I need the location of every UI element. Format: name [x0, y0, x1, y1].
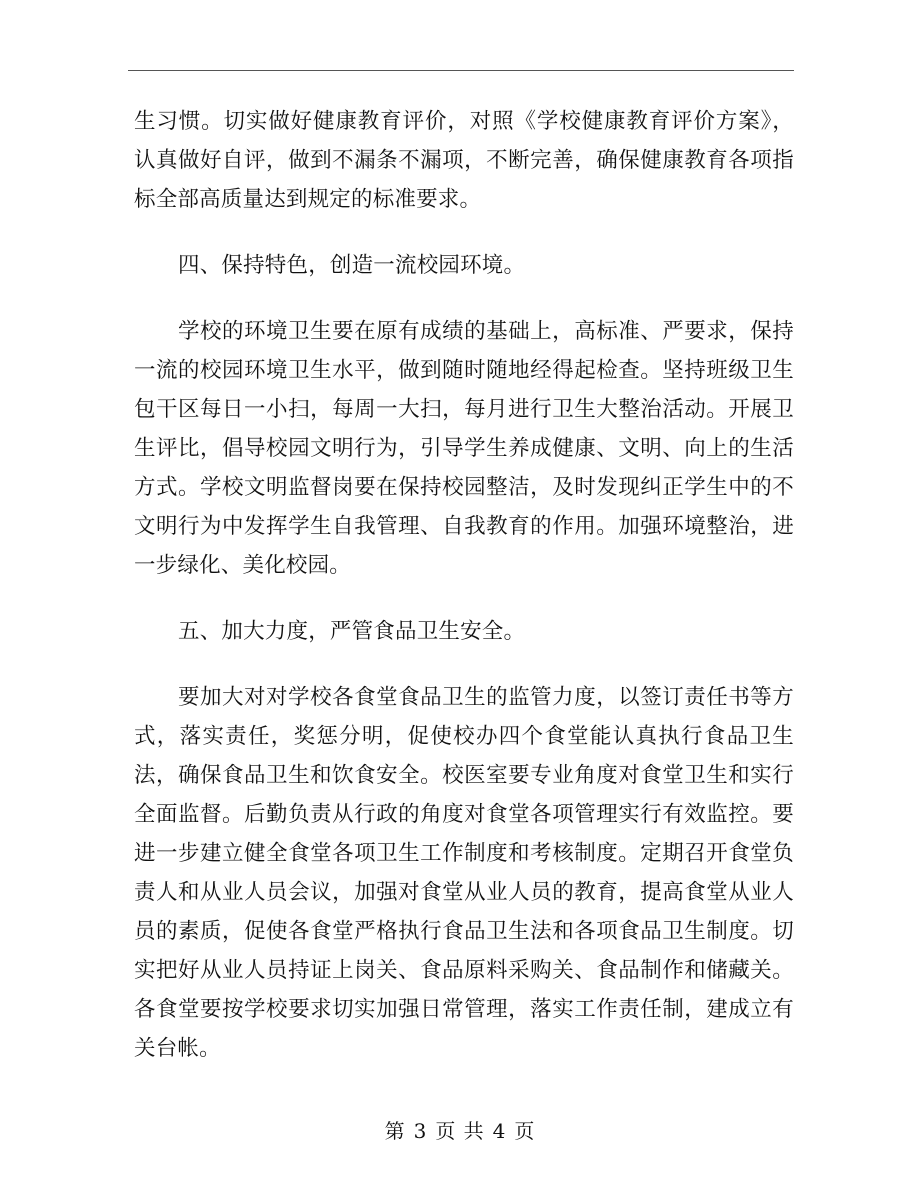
page-label-mid: 页 共 [435, 1119, 485, 1143]
total-pages-number: 4 [492, 1119, 507, 1143]
page-label-prefix: 第 [384, 1119, 406, 1143]
section-heading-four: 四、保持特色，创造一流校园环境。 [178, 253, 526, 278]
paragraph-food-safety: 要加大对对学校各食堂食品卫生的监管力度，以签订责任书等方式，落实责任，奖惩分明，促使校办四个食堂能认真执行食品卫生法，确保食品卫生和饮食安全。校医室要专业角度对食堂卫生和实行全面监督。后勤负责从行政的角度对食堂各项管理实行有效监控。要进一步建立健全食堂各项卫生工作制度和考核制度。定期召开食堂负责人和从业人员会议，加强对食堂从业人员的教育，提高食堂从业人员的素质，促使各食堂严格执行食品卫生法和各项食品卫生制度。切实把好从业人员持证上岗关、食品原料采购关、食品制作和储藏关。各食堂要按学校要求切实加强日常管理，落实工作责任制，建成立有关台帐。 [134, 685, 794, 1061]
page-label-suffix: 页 [514, 1119, 536, 1143]
paragraph-environment: 学校的环境卫生要在原有成绩的基础上，高标准、严要求，保持一流的校园环境卫生水平，做到随时随地经得起检查。坚持班级卫生包干区每日一小扫，每周一大扫，每月进行卫生大整治活动。开展卫生评比，倡导校园文明行为，引导学生养成健康、文明、向上的生活方式。学校文明监督岗要在保持校园整洁，及时发现纠正学生中的不文明行为中发挥学生自我管理、自我教育的作用。加强环境整治，进一步绿化、美化校园。 [134, 319, 794, 578]
paragraph-continuation: 生习惯。切实做好健康教育评价，对照《学校健康教育评价方案》，认真做好自评，做到不漏条不漏项，不断完善，确保健康教育各项指标全部高质量达到规定的标准要求。 [134, 109, 794, 212]
current-page-number: 3 [413, 1119, 428, 1143]
header-divider [128, 70, 794, 71]
section-heading-five: 五、加大力度，严管食品卫生安全。 [178, 619, 526, 644]
document-body [134, 102, 794, 1068]
page-number-footer [0, 1117, 920, 1145]
